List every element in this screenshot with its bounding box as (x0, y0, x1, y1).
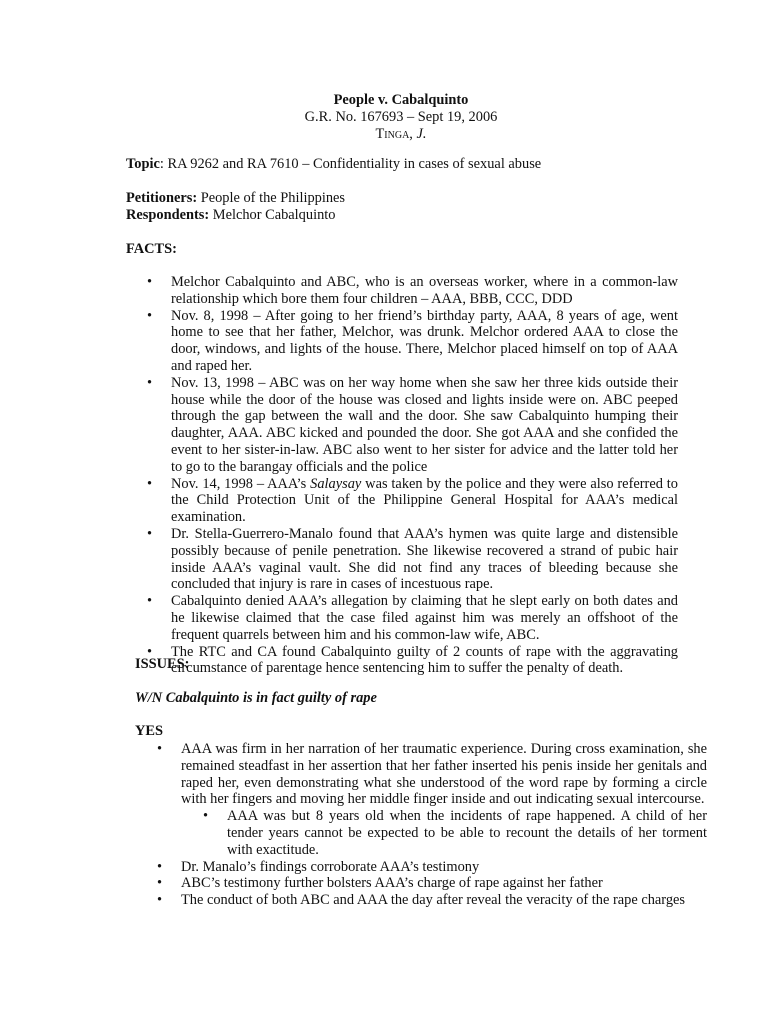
ruling-sub-list (203, 808, 707, 858)
ruling-sub-text: AAA was but 8 years old when the incidents of rape happened. A child of her tender years cannot be expected to be able to recount the details of her torment with exactitude. (227, 808, 707, 858)
ruling-text: The conduct of both ABC and AAA the day after reveal the veracity of the rape charges (181, 892, 686, 909)
ponente-title: J. (416, 126, 427, 142)
respondents-value: Melchor Cabalquinto (209, 207, 336, 223)
bullet-icon: • (147, 307, 153, 324)
list-item (147, 374, 678, 476)
bullet-icon: • (147, 525, 153, 542)
ponente-initial: T (375, 126, 385, 142)
bullet-icon: • (157, 892, 163, 909)
bullet-icon: • (157, 858, 163, 875)
respondents-line (126, 207, 345, 224)
bullet-icon: • (147, 374, 153, 391)
fact-text-after: was taken by the police and they were also referred to the Child Protection Unit of the Philippine General Hospital for AAA’s medical examination. (171, 475, 678, 526)
list-item (157, 741, 707, 859)
petitioners-label: Petitioners: (126, 190, 198, 206)
respondents-label: Respondents: (126, 207, 210, 223)
case-header (0, 92, 768, 143)
salaysay-term: Salaysay (310, 475, 362, 492)
ruling-text: Dr. Manalo’s findings corroborate AAA’s testimony (181, 858, 480, 875)
issue-question: W/N Cabalquinto is in fact guilty of rape (135, 690, 377, 706)
fact-text-before: Nov. 14, 1998 – AAA’s (171, 475, 311, 492)
fact-text: Cabalquinto denied AAA’s allegation by claiming that he slept early on both dates and he likewise claimed that the case filed against him was merely an offshoot of the frequent quarrels between him and his common-law wife, ABC. (171, 593, 678, 643)
ruling-text: ABC’s testimony further bolsters AAA’s charge of rape against her father (181, 875, 603, 892)
list-item (157, 892, 707, 909)
topic-label: Topic (126, 156, 160, 172)
topic-text: : RA 9262 and RA 7610 – Confidentiality in cases of sexual abuse (159, 156, 542, 172)
list-item (147, 475, 678, 526)
fact-text: The RTC and CA found Cabalquinto guilty of 2 counts of rape with the aggravating circumstance of parentage hence sentencing him to suffer the penalty of death. (171, 643, 678, 677)
petitioners-value: People of the Philippines (197, 190, 346, 206)
case-title: People v. Cabalquinto (333, 92, 469, 108)
list-item (157, 875, 707, 892)
issue-answer: YES (135, 723, 163, 739)
ponente (0, 126, 768, 143)
parties (126, 190, 345, 224)
list-item (147, 525, 678, 593)
fact-text: Dr. Stella-Guerrero-Manalo found that AAA’s hymen was quite large and distensible possibly because of penile penetration. She likewise recovered a strand of pubic hair inside AAA’s vaginal vault. She did not find any traces of bleeding because she concluded that injury is rare in cases of incestuous rape. (171, 525, 678, 593)
fact-text: Nov. 13, 1998 – ABC was on her way home when she saw her three kids outside their house while the door of the house was closed and lights inside were on. ABC peeped through the gap between the wall and the door. She saw Cabalquinto humping their daughter, AAA. ABC kicked and pounded the door. She got AAA and she confided the event to her sister-in-law. ABC also went to her sister for advice and the latter told her to go to the barangay officials and the police (171, 374, 678, 475)
bullet-icon: • (147, 274, 153, 290)
issues-heading: ISSUES: (135, 656, 190, 672)
case-citation: G.R. No. 167693 – Sept 19, 2006 (304, 109, 498, 125)
bullet-icon: • (147, 475, 153, 492)
list-item (147, 274, 678, 308)
ruling-list (157, 741, 707, 909)
list-item (147, 593, 678, 643)
ruling-text: AAA was firm in her narration of her traumatic experience. During cross examination, she remained steadfast in her assertion that her father inserted his penis inside her genitals and raped her, even demonstrating what she understood of the word rape by forming a circle with her fingers and moving her middle finger inside and out indicating sexual intercourse. (181, 741, 707, 808)
list-item (157, 858, 707, 876)
bullet-icon: • (147, 643, 153, 660)
ponente-separator: , (409, 126, 417, 142)
bullet-icon: • (147, 593, 153, 610)
petitioners-line (126, 190, 345, 207)
bullet-icon: • (203, 808, 209, 825)
fact-text: Nov. 8, 1998 – After going to her friend’s birthday party, AAA, 8 years of age, went home to see that her father, Melchor, was drunk. Melchor ordered AAA to close the door, windows, and lights of the house. There, Melchor placed himself on top of AAA and raped her. (171, 307, 678, 374)
topic-line (126, 156, 541, 173)
ponente-name: inga (384, 126, 410, 142)
bullet-icon: • (157, 875, 163, 892)
list-item (147, 307, 678, 375)
facts-heading: FACTS: (126, 241, 177, 257)
fact-text: Melchor Cabalquinto and ABC, who is an overseas worker, where in a common-law relationship which bore them four children – AAA, BBB, CCC, DDD (171, 274, 678, 307)
bullet-icon: • (157, 741, 163, 757)
list-item (203, 808, 707, 858)
